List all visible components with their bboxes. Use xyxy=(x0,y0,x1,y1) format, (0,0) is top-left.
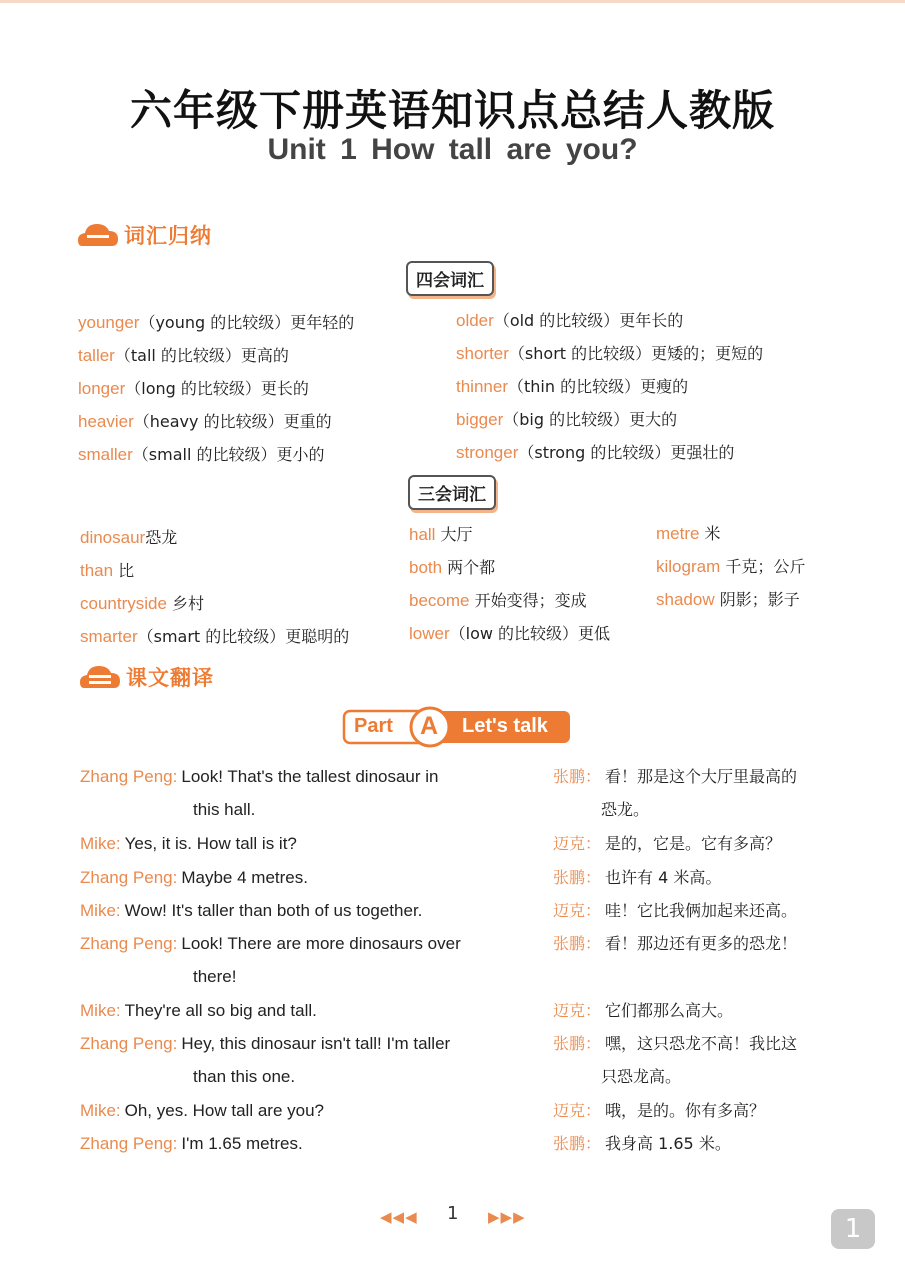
vocab-item xyxy=(456,308,683,331)
unit-title: Unit 1 How tall are you? xyxy=(267,133,638,166)
dialogue-line xyxy=(80,894,530,927)
page-number: 1 xyxy=(447,1203,459,1224)
vocab-meaning: （long 的比较级）更长的 xyxy=(125,379,309,398)
line-one xyxy=(553,894,853,927)
line-one xyxy=(553,1127,853,1160)
vocab-meaning: 比 xyxy=(113,561,135,580)
vocab-meaning: （thin 的比较级）更瘦的 xyxy=(507,377,689,396)
speaker-name: Zhang Peng: xyxy=(80,868,178,887)
vocab-meaning: 米 xyxy=(699,524,721,543)
line-continuation: there! xyxy=(193,967,237,986)
part-label: Part xyxy=(354,715,393,737)
vocab-word: hall xyxy=(409,525,436,544)
line-text: Wow! It's taller than both of us together. xyxy=(124,901,423,920)
line-one xyxy=(80,1127,530,1160)
speaker-name: Zhang Peng: xyxy=(80,934,178,953)
dialogue-line xyxy=(80,1127,530,1160)
speaker-name: 迈克： xyxy=(553,834,602,853)
three-skill-label: 三会词汇 xyxy=(408,475,496,510)
dialogue-line xyxy=(553,894,853,927)
vocab-word: taller xyxy=(78,346,115,365)
line-one xyxy=(80,994,530,1027)
line-continuation: 只恐龙高。 xyxy=(601,1067,682,1086)
vocab-item xyxy=(456,341,763,364)
vocab-meaning: （smart 的比较级）更聪明的 xyxy=(137,627,350,646)
page-badge: 1 xyxy=(831,1209,875,1249)
line-one xyxy=(553,827,853,860)
line-text: 也许有 4 米高。 xyxy=(605,868,722,887)
line-text: They're all so big and tall. xyxy=(124,1001,317,1020)
speaker-name: 迈克： xyxy=(553,901,602,920)
vocab-item xyxy=(409,522,473,545)
vocab-word: longer xyxy=(78,379,126,398)
dialogue-line xyxy=(80,827,530,860)
dialogue-line xyxy=(553,760,853,826)
dialogue-line xyxy=(553,927,853,960)
dialogue-line xyxy=(80,760,530,826)
line-one xyxy=(553,1094,853,1127)
dialogue-line xyxy=(553,994,853,1027)
dialogue-line xyxy=(80,994,530,1027)
vocab-meaning: （big 的比较级）更大的 xyxy=(503,410,678,429)
line-one xyxy=(80,760,530,793)
vocab-item xyxy=(409,555,495,578)
line-one xyxy=(553,927,853,960)
vocab-item xyxy=(656,554,805,577)
line-text: 哦，是的。你有多高？ xyxy=(605,1101,766,1120)
vocab-meaning: 两个都 xyxy=(442,558,496,577)
vocab-meaning: 大厅 xyxy=(435,525,473,544)
dialogue-line xyxy=(553,1027,853,1093)
prev-page-arrows[interactable]: ◀◀◀ xyxy=(380,1208,418,1226)
vocab-item xyxy=(456,407,677,430)
vocab-item xyxy=(80,591,204,614)
speaker-name: Mike: xyxy=(80,1001,121,1020)
line-continuation: than this one. xyxy=(193,1067,296,1086)
vocab-meaning: 阴影；影子 xyxy=(714,590,800,609)
speaker-name: Mike: xyxy=(80,901,121,920)
dialogue-line xyxy=(553,861,853,894)
vocab-meaning: 乡村 xyxy=(166,594,205,613)
vocab-word: smaller xyxy=(78,445,133,464)
dialogue-line xyxy=(80,1027,530,1093)
vocab-meaning: （short 的比较级）更矮的；更短的 xyxy=(508,344,764,363)
speaker-name: 张鹏： xyxy=(553,1034,602,1053)
vocab-word: younger xyxy=(78,313,140,332)
dialogue-line xyxy=(553,1094,853,1127)
vocab-item xyxy=(80,525,177,548)
vocab-item xyxy=(78,409,332,432)
line-text: Maybe 4 metres. xyxy=(181,868,308,887)
dialogue-line xyxy=(553,1127,853,1160)
vocab-word: shadow xyxy=(656,590,715,609)
vocab-word: than xyxy=(80,561,114,580)
vocab-item xyxy=(409,588,587,611)
line-text: Look! There are more dinosaurs over xyxy=(181,934,461,953)
section-label: 词汇归纳 xyxy=(124,224,212,248)
speaker-name: 迈克： xyxy=(553,1101,602,1120)
vocab-meaning: （small 的比较级）更小的 xyxy=(132,445,325,464)
dialogue-line xyxy=(80,927,530,993)
vocab-item xyxy=(78,376,309,399)
line-text: Hey, this dinosaur isn't tall! I'm taller xyxy=(181,1034,451,1053)
part-letter: A xyxy=(420,712,439,740)
vocab-word: kilogram xyxy=(656,557,721,576)
vocab-item xyxy=(456,440,734,463)
speaker-name: 迈克： xyxy=(553,1001,602,1020)
line-text: Oh, yes. How tall are you? xyxy=(124,1101,324,1120)
vocab-item xyxy=(80,558,134,581)
vocab-word: older xyxy=(456,311,494,330)
vocab-item xyxy=(409,621,610,644)
vocab-meaning: （tall 的比较级）更高的 xyxy=(114,346,289,365)
vocab-meaning: （strong 的比较级）更强壮的 xyxy=(518,443,735,462)
vocab-word: shorter xyxy=(456,344,509,363)
vocab-word: heavier xyxy=(78,412,134,431)
line-text: 它们都那么高大。 xyxy=(605,1001,734,1020)
vocab-item xyxy=(656,587,800,610)
line-one xyxy=(553,994,853,1027)
vocab-item xyxy=(78,343,289,366)
vocab-meaning: （low 的比较级）更低 xyxy=(449,624,611,643)
cloud-one-icon xyxy=(78,220,118,250)
line-one xyxy=(80,894,530,927)
part-title: Let's talk xyxy=(462,715,548,737)
line-continuation: 恐龙。 xyxy=(601,800,650,819)
vocab-word: both xyxy=(409,558,443,577)
speaker-name: 张鹏： xyxy=(553,868,602,887)
line-one xyxy=(80,827,530,860)
speaker-name: 张鹏： xyxy=(553,767,602,786)
speaker-name: 张鹏： xyxy=(553,1134,602,1153)
cloud-two-icon xyxy=(80,662,120,692)
line-text: 哇！它比我俩加起来还高。 xyxy=(605,901,798,920)
vocab-word: smarter xyxy=(80,627,138,646)
dialogue-line xyxy=(80,1094,530,1127)
line-text: 是的，它是。它有多高？ xyxy=(605,834,782,853)
vocab-meaning: 恐龙 xyxy=(145,528,178,547)
vocab-word: bigger xyxy=(456,410,504,429)
vocab-item xyxy=(656,521,721,544)
speaker-name: Zhang Peng: xyxy=(80,1134,178,1153)
line-continuation: this hall. xyxy=(193,800,256,819)
section-header-translation xyxy=(80,660,214,694)
part-a-banner xyxy=(342,705,572,749)
four-skill-label: 四会词汇 xyxy=(406,261,494,296)
speaker-name: Zhang Peng: xyxy=(80,767,178,786)
dialogue-line xyxy=(80,861,530,894)
section-label: 课文翻译 xyxy=(126,666,214,690)
line-text: Yes, it is. How tall is it? xyxy=(124,834,297,853)
vocab-item xyxy=(456,374,688,397)
vocab-meaning: 千克；公斤 xyxy=(720,557,806,576)
vocab-meaning: （heavy 的比较级）更重的 xyxy=(133,412,332,431)
next-page-arrows[interactable]: ▶▶▶ xyxy=(488,1208,526,1226)
top-border xyxy=(0,0,905,3)
vocab-word: metre xyxy=(656,524,700,543)
vocab-word: stronger xyxy=(456,443,519,462)
vocab-item xyxy=(78,442,325,465)
vocab-word: thinner xyxy=(456,377,508,396)
line-text: Look! That's the tallest dinosaur in xyxy=(181,767,439,786)
vocab-meaning: 开始变得；变成 xyxy=(469,591,587,610)
vocab-word: lower xyxy=(409,624,450,643)
vocab-word: become xyxy=(409,591,470,610)
line-text: I'm 1.65 metres. xyxy=(181,1134,303,1153)
speaker-name: Mike: xyxy=(80,1101,121,1120)
vocab-word: countryside xyxy=(80,594,167,613)
line-one xyxy=(80,861,530,894)
line-one xyxy=(80,927,530,960)
line-text: 嘿，这只恐龙不高！我比这 xyxy=(605,1034,798,1053)
vocab-item xyxy=(78,310,354,333)
line-one xyxy=(553,861,853,894)
line-one xyxy=(553,1027,853,1060)
vocab-meaning: （old 的比较级）更年长的 xyxy=(493,311,684,330)
line-text: 看！那是这个大厅里最高的 xyxy=(605,767,798,786)
dialogue-line xyxy=(553,827,853,860)
speaker-name: 张鹏： xyxy=(553,934,602,953)
vocab-meaning: （young 的比较级）更年轻的 xyxy=(139,313,355,332)
line-one xyxy=(80,1027,530,1060)
page-title: 六年级下册英语知识点总结人教版 xyxy=(129,86,775,135)
vocab-item xyxy=(80,624,349,647)
speaker-name: Mike: xyxy=(80,834,121,853)
line-text: 我身高 1.65 米。 xyxy=(605,1134,731,1153)
vocab-word: dinosaur xyxy=(80,528,146,547)
line-one xyxy=(553,760,853,793)
section-header-vocab xyxy=(78,218,212,252)
line-text: 看！那边还有更多的恐龙！ xyxy=(605,934,798,953)
line-one xyxy=(80,1094,530,1127)
speaker-name: Zhang Peng: xyxy=(80,1034,178,1053)
